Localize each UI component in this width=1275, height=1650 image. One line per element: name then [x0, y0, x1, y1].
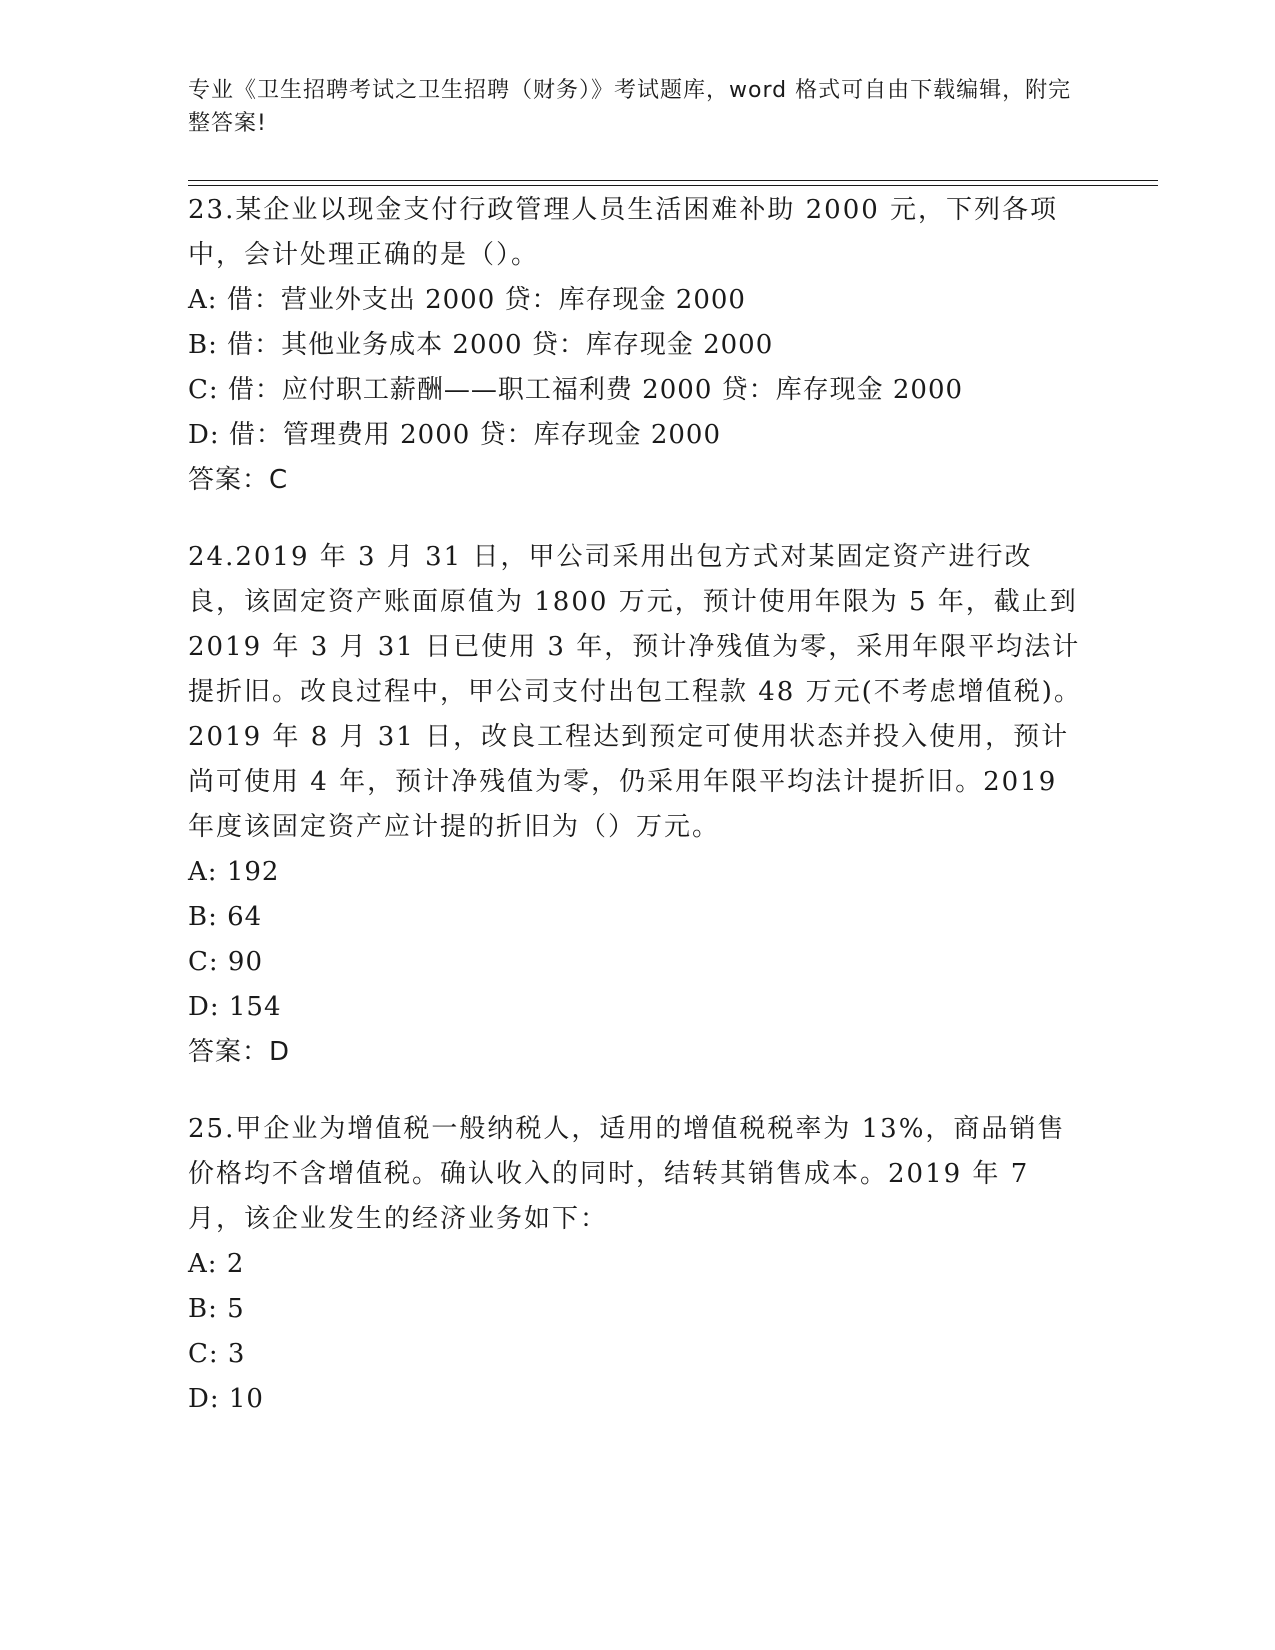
option-text: 借：营业外支出 2000 贷：库存现金 2000	[226, 285, 746, 315]
option-b	[188, 895, 1088, 940]
option-key: B:	[188, 902, 218, 932]
question-stem: 25.甲企业为增值税一般纳税人，适用的增值税税率为 13%，商品销售价格均不含增值税。确认收入的同时，结转其销售成本。2019 年 7 月，该企业发生的经济业务如下：	[188, 1114, 1066, 1234]
option-key: D:	[188, 1384, 220, 1414]
option-a	[188, 278, 1088, 323]
question-stem: 23.某企业以现金支付行政管理人员生活困难补助 2000 元，下列各项中，会计处理正确的是（）。	[188, 195, 1059, 270]
document-header: 专业《卫生招聘考试之卫生招聘（财务）》考试题库，word 格式可自由下载编辑，附完整答案!	[188, 78, 1072, 136]
answer-line: 答案：C	[188, 465, 289, 495]
option-text: 借：管理费用 2000 贷：库存现金 2000	[228, 420, 722, 450]
option-text: 3	[227, 1339, 246, 1369]
option-b	[188, 323, 1088, 368]
option-c	[188, 940, 1088, 985]
option-a	[188, 1242, 1088, 1287]
question-list	[188, 188, 1088, 1454]
question-25	[188, 1107, 1088, 1422]
option-text: 5	[227, 1294, 245, 1324]
question-24	[188, 535, 1088, 1075]
option-key: A:	[188, 857, 218, 887]
option-a	[188, 850, 1088, 895]
option-key: B:	[188, 1294, 218, 1324]
option-key: C:	[188, 375, 219, 405]
option-d	[188, 413, 1088, 458]
answer-line: 答案：D	[188, 1037, 291, 1067]
option-text: 154	[228, 992, 282, 1022]
header-divider	[188, 180, 1158, 181]
option-text: 192	[226, 857, 280, 887]
option-text: 借：应付职工薪酬——职工福利费 2000 贷：库存现金 2000	[227, 375, 964, 405]
option-key: A:	[188, 285, 218, 315]
option-c	[188, 1332, 1088, 1377]
option-key: B:	[188, 330, 218, 360]
option-key: D:	[188, 420, 220, 450]
option-text: 64	[227, 902, 263, 932]
question-23	[188, 188, 1088, 503]
option-key: C:	[188, 1339, 219, 1369]
option-text: 借：其他业务成本 2000 贷：库存现金 2000	[227, 330, 774, 360]
option-text: 2	[226, 1249, 245, 1279]
option-key: A:	[188, 1249, 218, 1279]
header-divider-second	[188, 185, 1158, 186]
option-b	[188, 1287, 1088, 1332]
option-key: C:	[188, 947, 219, 977]
question-stem: 24.2019 年 3 月 31 日，甲公司采用出包方式对某固定资产进行改良，该固定资产账面原值为 1800 万元，预计使用年限为 5 年，截止到 2019 年 3 月 31 日已使用 3 年，预计净残值为零，采用年限平均法计提折旧。改良过程中，甲公司支付出包工程款 48 万元(不考虑增值税)。2019 年 8 月 31 日，改良工程达到预定可使用状态并投入使用，预计尚可使用 4 年，预计净残值为零，仍采用年限平均法计提折旧。2019 年度该固定资产应计提的折旧为（）万元。	[188, 542, 1082, 842]
option-key: D:	[188, 992, 220, 1022]
option-d	[188, 1377, 1088, 1422]
option-text: 90	[227, 947, 264, 977]
option-d	[188, 985, 1088, 1030]
option-c	[188, 368, 1088, 413]
option-text: 10	[228, 1384, 264, 1414]
